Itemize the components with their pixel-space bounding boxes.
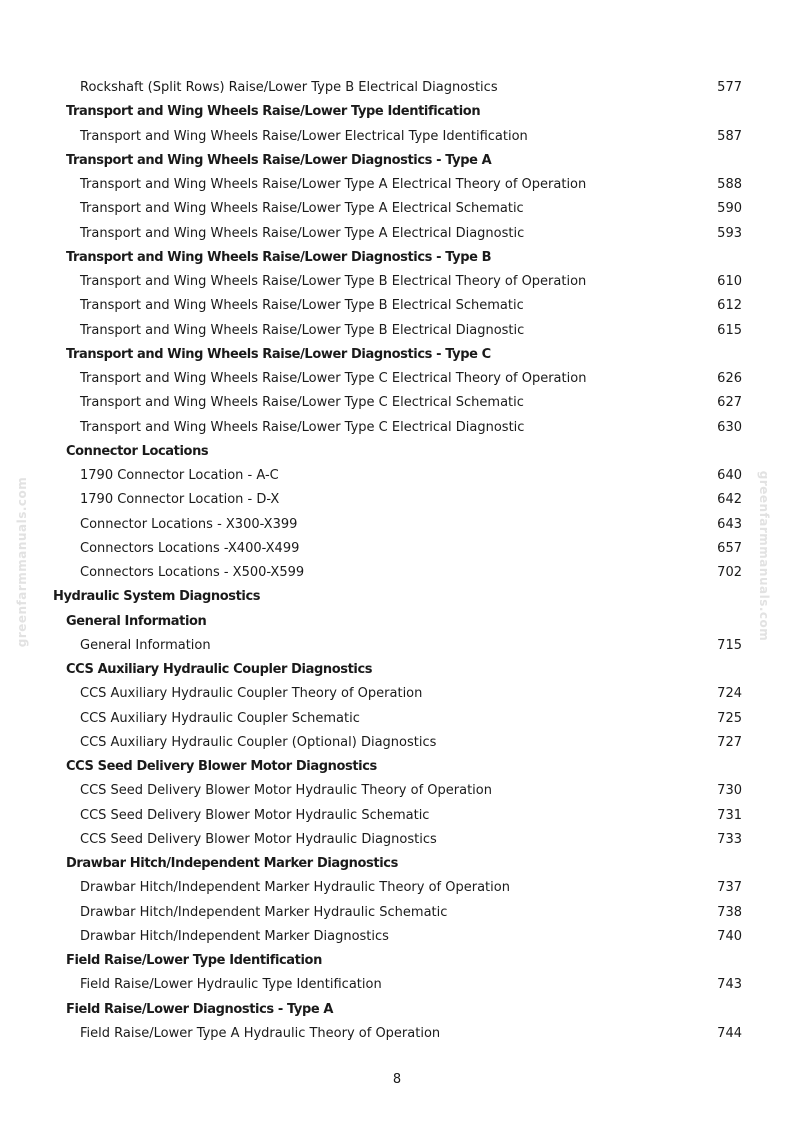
toc-entry-title: Field Raise/Lower Hydraulic Type Identification [80, 977, 382, 993]
subsection-heading [0, 610, 794, 634]
toc-entry[interactable] [0, 828, 794, 852]
toc-entry[interactable] [0, 464, 794, 488]
toc-entry-title: Transport and Wing Wheels Raise/Lower Type B Electrical Diagnostic [80, 322, 525, 338]
subsection-heading [0, 755, 794, 779]
toc-entry-title: Connectors Locations -X400-X499 [80, 540, 300, 556]
subsection-heading [0, 343, 794, 367]
toc-entry[interactable] [0, 270, 794, 294]
toc-entry-title: Transport and Wing Wheels Raise/Lower Type A Electrical Schematic [80, 201, 524, 217]
toc-entry-page-number: 724 [717, 686, 742, 702]
toc-entry-page-number: 733 [717, 831, 742, 847]
toc-entry-title: Drawbar Hitch/Independent Marker Hydraulic Schematic [80, 904, 448, 920]
toc-entry-page-number: 730 [717, 783, 742, 799]
subsection-heading [0, 149, 794, 173]
toc-entry[interactable] [0, 561, 794, 585]
toc-entry-title: Connectors Locations - X500-X599 [80, 565, 305, 580]
toc-entry[interactable] [0, 513, 794, 537]
toc-entry-page-number: 587 [717, 128, 742, 144]
page-number: 8 [392, 1072, 402, 1087]
toc-entry[interactable] [0, 197, 794, 221]
toc-entry[interactable] [0, 125, 794, 149]
toc-entry[interactable] [0, 391, 794, 415]
toc-entry-page-number: 643 [717, 516, 742, 532]
toc-entry-page-number: 593 [717, 225, 742, 241]
subsection-heading [0, 658, 794, 682]
toc-entry-title: Connector Locations [66, 443, 209, 459]
toc-entry-title: CCS Seed Delivery Blower Motor Hydraulic Diagnostics [80, 831, 437, 847]
toc-entry-page-number: 715 [717, 637, 742, 653]
toc-entry-page-number: 744 [717, 1025, 742, 1041]
toc-entry-title: Transport and Wing Wheels Raise/Lower Type Identification [66, 104, 481, 120]
toc-entry[interactable] [0, 876, 794, 900]
toc-entry-title: Drawbar Hitch/Independent Marker Diagnostics [66, 856, 398, 871]
watermark-left: greenfarmmanuals.com [15, 476, 29, 648]
table-of-contents [0, 76, 794, 1046]
toc-entry[interactable] [0, 294, 794, 318]
toc-entry[interactable] [0, 707, 794, 731]
subsection-heading [0, 852, 794, 876]
subsection-heading [0, 440, 794, 464]
toc-entry-page-number: 740 [717, 928, 742, 944]
toc-entry-title: Transport and Wing Wheels Raise/Lower Type B Electrical Schematic [80, 298, 524, 314]
toc-entry[interactable] [0, 173, 794, 197]
toc-entry-title: CCS Seed Delivery Blower Motor Hydraulic Theory of Operation [80, 783, 492, 799]
toc-entry-title: Field Raise/Lower Type A Hydraulic Theory of Operation [80, 1025, 441, 1041]
toc-entry-title: CCS Auxiliary Hydraulic Coupler Diagnostics [66, 662, 373, 677]
subsection-heading [0, 100, 794, 124]
toc-entry-page-number: 642 [717, 492, 742, 508]
toc-entry[interactable] [0, 731, 794, 755]
toc-entry[interactable] [0, 222, 794, 246]
toc-entry-page-number: 615 [717, 322, 742, 338]
toc-entry-title: Transport and Wing Wheels Raise/Lower Electrical Type Identification [80, 128, 528, 144]
toc-entry-title: Transport and Wing Wheels Raise/Lower Diagnostics - Type C [66, 346, 491, 362]
toc-entry-title: Drawbar Hitch/Independent Marker Diagnostics [80, 928, 389, 944]
toc-entry-title: Transport and Wing Wheels Raise/Lower Type A Electrical Diagnostic [80, 225, 525, 241]
section-heading [0, 585, 794, 609]
toc-entry-title: Transport and Wing Wheels Raise/Lower Type B Electrical Theory of Operation [80, 274, 587, 289]
subsection-heading [0, 246, 794, 270]
toc-entry-title: 1790 Connector Location - A-C [80, 468, 279, 483]
subsection-heading [0, 949, 794, 973]
toc-entry[interactable] [0, 901, 794, 925]
toc-entry-page-number: 657 [717, 540, 742, 556]
toc-entry[interactable] [0, 779, 794, 803]
toc-entry-title: General Information [66, 613, 207, 629]
toc-entry[interactable] [0, 367, 794, 391]
toc-entry-title: Transport and Wing Wheels Raise/Lower Type A Electrical Theory of Operation [80, 177, 587, 192]
toc-entry[interactable] [0, 537, 794, 561]
toc-entry-page-number: 630 [717, 419, 742, 435]
toc-entry-page-number: 577 [717, 80, 742, 95]
subsection-heading [0, 998, 794, 1022]
toc-entry-title: Transport and Wing Wheels Raise/Lower Diagnostics - Type A [66, 152, 492, 168]
toc-entry-title: Field Raise/Lower Type Identification [66, 953, 322, 968]
toc-entry-title: CCS Auxiliary Hydraulic Coupler (Optional) Diagnostics [80, 734, 437, 750]
toc-entry[interactable] [0, 319, 794, 343]
toc-entry[interactable] [0, 973, 794, 997]
toc-entry-page-number: 731 [717, 807, 742, 823]
toc-entry-title: CCS Auxiliary Hydraulic Coupler Theory of Operation [80, 686, 423, 702]
toc-entry-page-number: 590 [717, 201, 742, 217]
toc-entry-title: Transport and Wing Wheels Raise/Lower Diagnostics - Type B [66, 249, 492, 265]
toc-entry-title: Field Raise/Lower Diagnostics - Type A [66, 1001, 334, 1017]
toc-entry[interactable] [0, 1022, 794, 1046]
toc-entry-page-number: 737 [717, 880, 742, 896]
watermark-right: greenfarmmanuals.com [757, 470, 771, 642]
toc-entry[interactable] [0, 682, 794, 706]
toc-entry[interactable] [0, 76, 794, 100]
toc-entry-title: Drawbar Hitch/Independent Marker Hydraulic Theory of Operation [80, 880, 510, 896]
toc-entry-title: Transport and Wing Wheels Raise/Lower Type C Electrical Theory of Operation [80, 371, 587, 386]
toc-entry-page-number: 727 [717, 734, 742, 750]
toc-entry[interactable] [0, 416, 794, 440]
toc-entry-page-number: 743 [717, 977, 742, 993]
toc-entry-page-number: 738 [717, 904, 742, 920]
toc-entry-title: Connector Locations - X300-X399 [80, 516, 298, 532]
toc-entry-title: 1790 Connector Location - D-X [80, 492, 280, 508]
toc-entry-title: CCS Auxiliary Hydraulic Coupler Schematic [80, 710, 360, 726]
toc-entry-page-number: 725 [717, 710, 742, 726]
toc-entry-title: CCS Seed Delivery Blower Motor Diagnostics [66, 759, 377, 774]
toc-entry-title: Hydraulic System Diagnostics [53, 589, 261, 605]
toc-entry-page-number: 640 [717, 468, 742, 483]
toc-entry[interactable] [0, 634, 794, 658]
toc-entry-page-number: 702 [717, 565, 742, 580]
toc-entry-page-number: 588 [717, 177, 742, 192]
toc-entry-page-number: 612 [717, 298, 742, 314]
toc-entry-title: Transport and Wing Wheels Raise/Lower Type C Electrical Diagnostic [80, 419, 525, 435]
toc-entry[interactable] [0, 488, 794, 512]
toc-entry-page-number: 627 [717, 395, 742, 411]
toc-entry-title: General Information [80, 637, 211, 653]
toc-entry[interactable] [0, 804, 794, 828]
toc-entry[interactable] [0, 925, 794, 949]
toc-entry-page-number: 610 [717, 274, 742, 289]
toc-entry-title: Rockshaft (Split Rows) Raise/Lower Type B Electrical Diagnostics [80, 80, 498, 95]
toc-entry-page-number: 626 [717, 371, 742, 386]
toc-entry-title: Transport and Wing Wheels Raise/Lower Type C Electrical Schematic [80, 395, 524, 411]
toc-entry-title: CCS Seed Delivery Blower Motor Hydraulic Schematic [80, 807, 430, 823]
